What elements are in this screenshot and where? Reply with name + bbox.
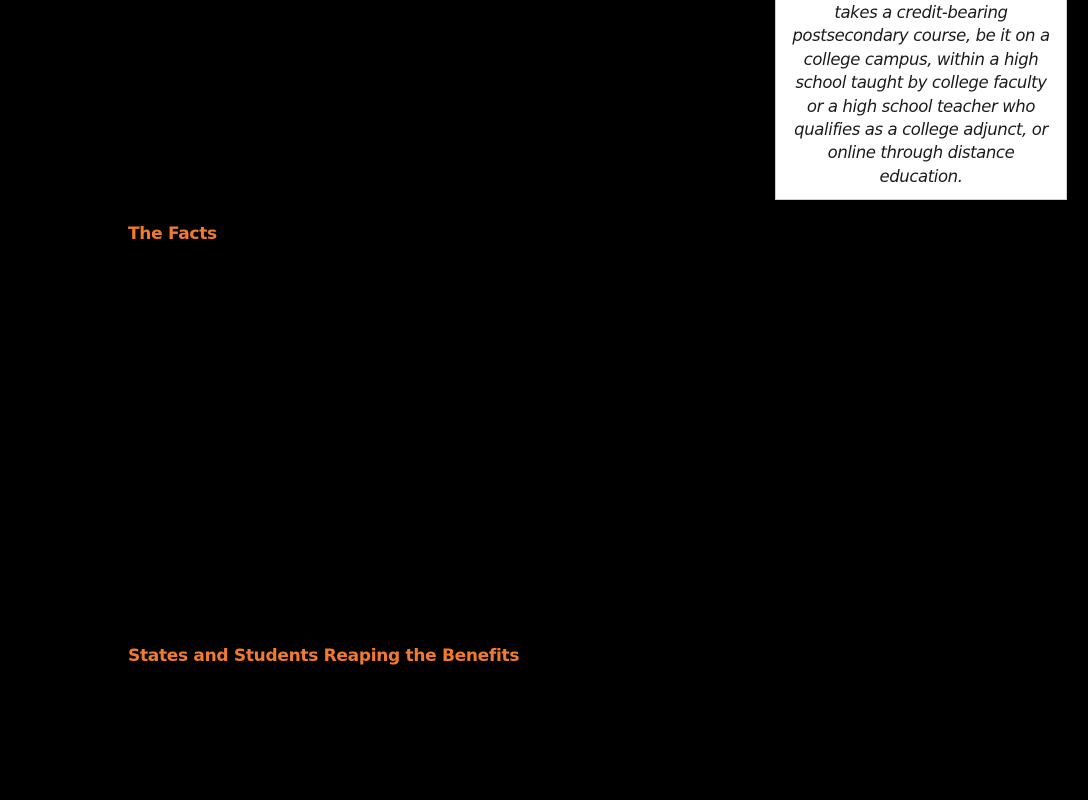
section-heading-states-and-students: States and Students Reaping the Benefits: [128, 646, 520, 666]
definition-sidebar-text: takes a credit-bearing postsecondary course, be it on a college campus, within a high school taught by college faculty or a high school teacher who qualifies as a college adjunct, or online through distance education.: [792, 3, 1050, 186]
section-heading-the-facts: The Facts: [128, 224, 217, 244]
definition-sidebar: [775, 0, 1067, 200]
